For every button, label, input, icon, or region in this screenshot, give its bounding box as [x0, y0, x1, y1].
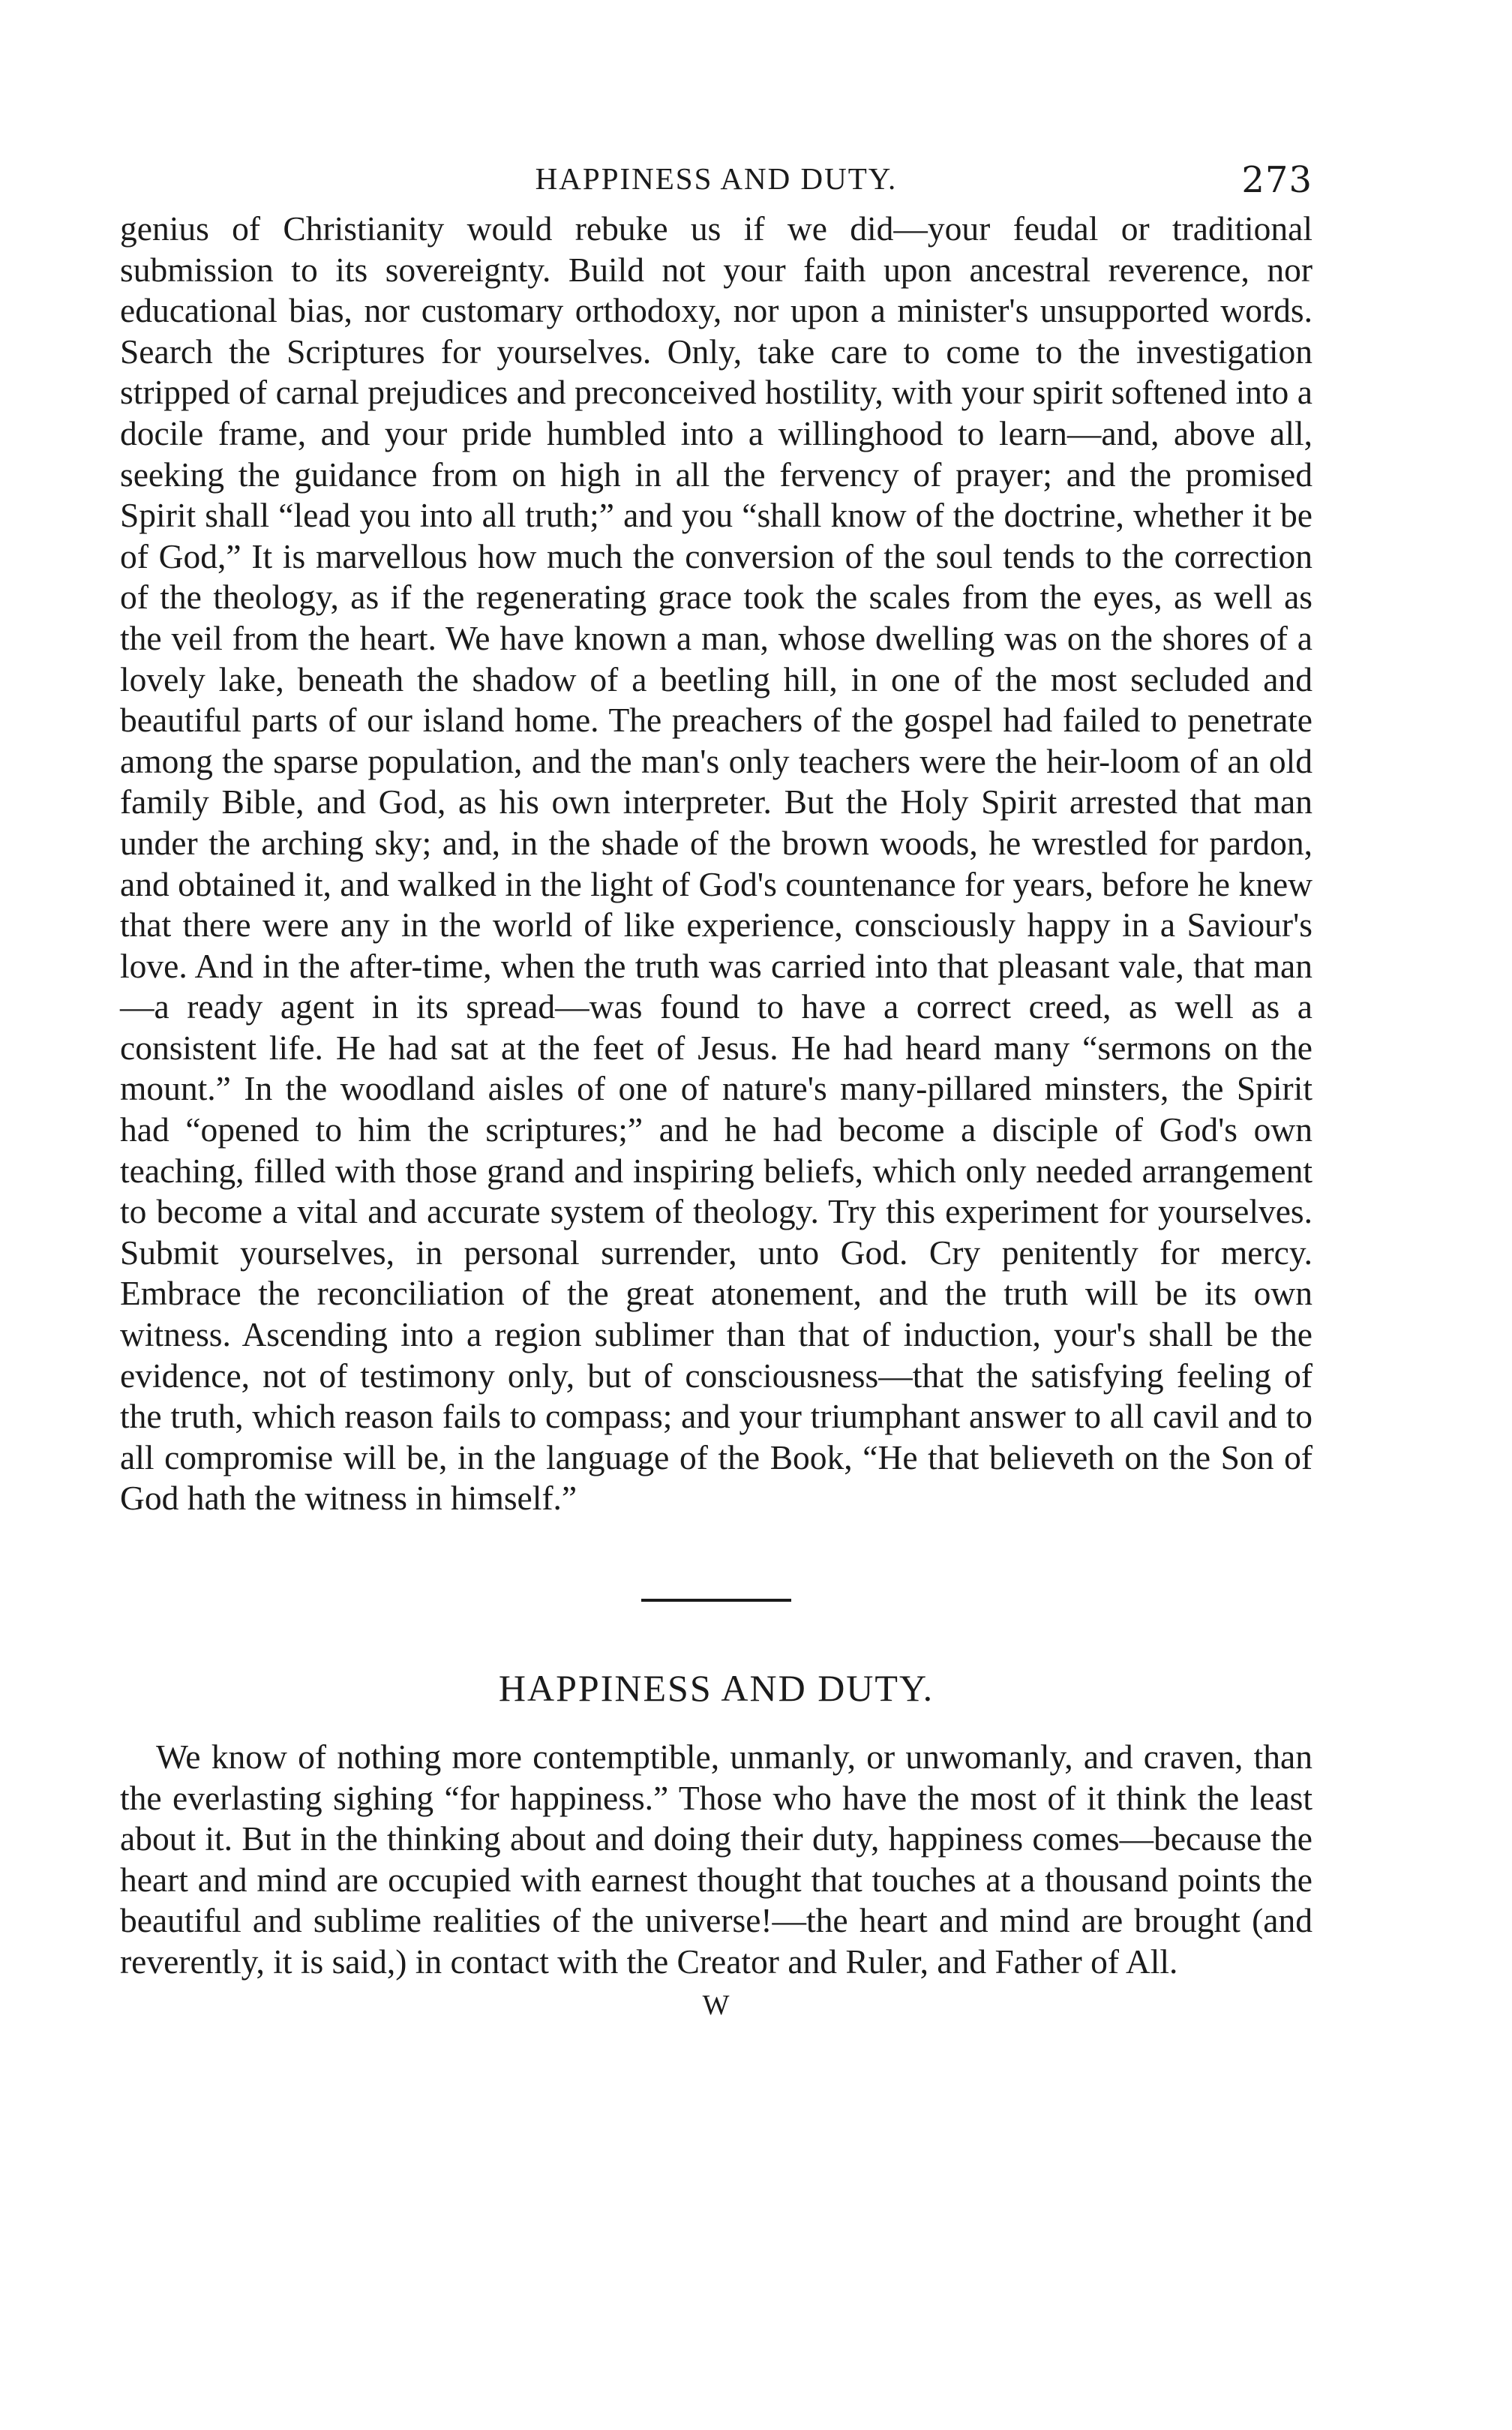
running-head-title: HAPPINESS AND DUTY. — [535, 161, 898, 196]
article-happiness-and-duty — [120, 1737, 1312, 1983]
running-head — [120, 150, 1312, 203]
article-continued — [120, 209, 1312, 1519]
section-title: HAPPINESS AND DUTY. — [498, 1667, 934, 1709]
article-paragraph: We know of nothing more contemptible, unmanly, or unwomanly, and craven, than the everlasting sighing “for happiness.” Those who have the most of it think the least about it. But in the thinking about and doing their duty, happiness comes—because the heart and mind are occupied with earnest thought that touches at a thousand points the beautiful and sublime realities of the universe!—the heart and mind are brought (and reverently, it is said,) in contact with the Creator and Ruler, and Father of All. — [120, 1738, 1312, 1981]
signature-mark: W — [702, 1989, 730, 2021]
section-divider-rule — [641, 1599, 791, 1602]
book-page — [120, 150, 1312, 2022]
page-number: 273 — [1241, 159, 1312, 201]
article-continued-paragraph: genius of Christianity would rebuke us if we did—your feudal or traditional submission to its sovereignty. Build not your faith upon ancestral reverence, nor educational bias, nor customary orthodoxy, nor upon a minister's unsupported words. Search the Scriptures for yourselves. Only, take care to come to the investigation stripped of carnal prejudices and preconceived hostility, with your spirit softened into a docile frame, and your pride humbled into a willinghood to learn—and, above all, seeking the guidance from on high in all the fervency of prayer; and the promised Spirit shall “lead you into all truth;” and you “shall know of the doctrine, whether it be of God,” It is marvellous how much the conversion of the soul tends to the correction of the theology, as if the regenerating grace took the scales from the eyes, as well as the veil from the heart. We have known a man, whose dwelling was on the shores of a lovely lake, beneath the shadow of a beetling hill, in one of the most secluded and beautiful parts of our island home. The preachers of the gospel had failed to penetrate among the sparse population, and the man's only teachers were the heir-loom of an old family Bible, and God, as his own interpreter. But the Holy Spirit arrested that man under the arching sky; and, in the shade of the brown woods, he wrestled for pardon, and obtained it, and walked in the light of God's countenance for years, before he knew that there were any in the world of like experience, consciously happy in a Saviour's love. And in the after-time, when the truth was carried into that pleasant vale, that man—a ready agent in its spread—was found to have a correct creed, as well as a consistent life. He had sat at the feet of Jesus. He had heard many “sermons on the mount.” In the woodland aisles of one of nature's many-pillared minsters, the Spirit had “opened to him the scriptures;” and he had become a disciple of God's own teaching, filled with those grand and inspiring beliefs, which only needed arrangement to become a vital and accurate system of theology. Try this experiment for yourselves. Submit yourselves, in personal surrender, unto God. Cry penitently for mercy. Embrace the reconciliation of the great atonement, and the truth will be its own witness. Ascending into a region sublimer than that of induction, your's shall be the evidence, not of testimony only, but of consciousness—that the satisfying feeling of the truth, which reason fails to compass; and your triumphant answer to all cavil and to all compromise will be, in the language of the Book, “He that believeth on the Son of God hath the witness in himself.” — [120, 209, 1312, 1518]
